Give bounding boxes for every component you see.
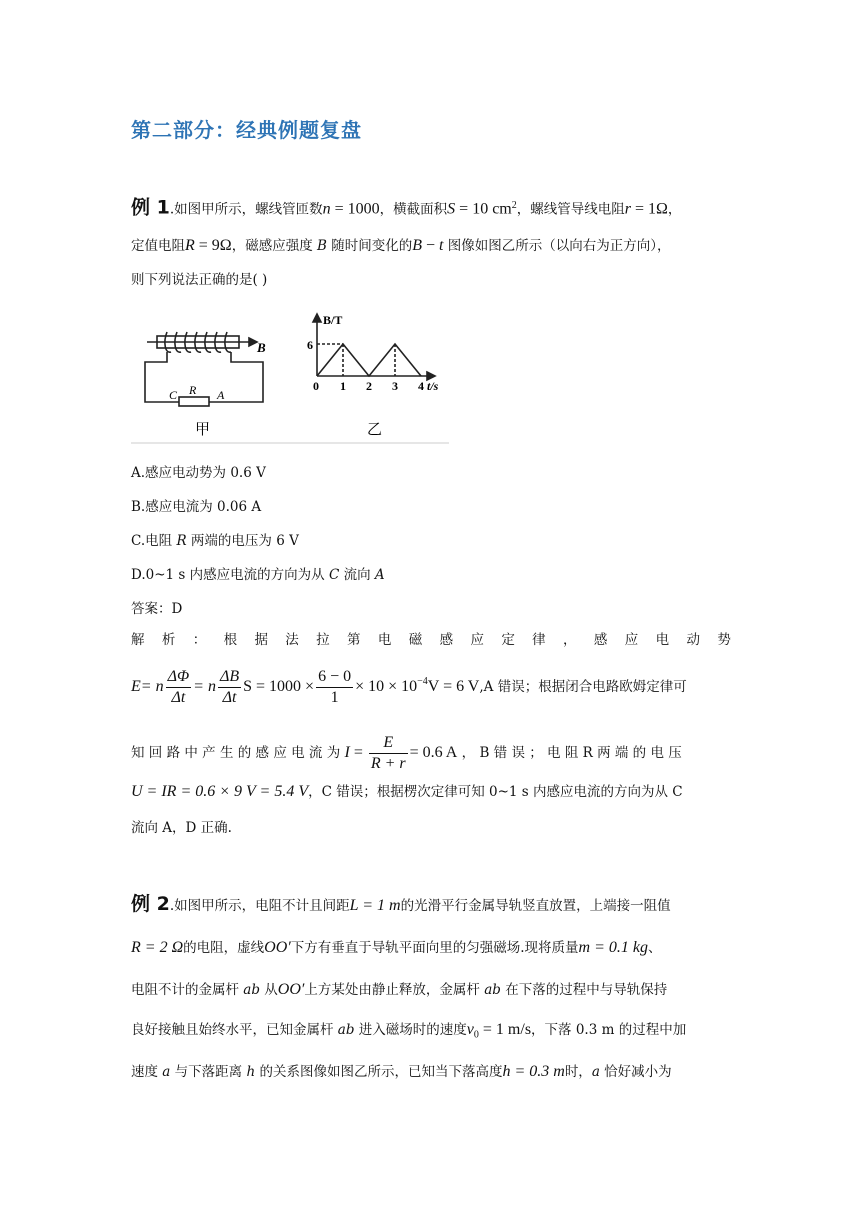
math-var: A [374,567,385,583]
text: 进入磁场时的速度 [354,1022,467,1038]
math-var: v [466,1021,474,1038]
node-label-c: C [169,388,178,402]
text: ，下落 0.3 m 的过程中加 [531,1022,687,1038]
x-tick-2: 2 [366,379,372,393]
frac-num: ΔΦ [166,667,192,688]
analysis-char: 应 [470,632,484,648]
solenoid-circuit [145,332,263,406]
fraction-6-1 [316,667,353,708]
example2-label: 例 2 [131,893,170,915]
fraction-db-dt [218,667,241,708]
figure-svg [131,302,449,444]
math-expr: = 0.6 A [409,744,458,761]
math-var: ab [484,982,501,998]
math-var: ab [337,1022,355,1038]
analysis-char: 第 [347,632,361,648]
caption-right: 乙 [367,420,383,438]
example1-line3: 则下列说法正确的是( ) [131,272,268,288]
math-value: = 10 cm [455,200,512,218]
text: 时， [564,1064,592,1080]
x-tick-3: 3 [392,379,398,393]
text: 良好接触且始终水平，已知金属杆 [131,1022,338,1038]
math-expr: R = 2 Ω [131,939,184,956]
text: 图像如图乙所示（以向右为正方向）， [443,238,671,254]
math-expr: = 1 m/s [478,1021,532,1038]
example2-line5 [131,1062,731,1082]
text: 电阻不计的金属杆 [131,982,244,998]
text: 流向 [339,567,375,583]
math-var: E [131,678,141,695]
analysis-char: 定 [501,632,515,648]
math-var: h [246,1064,256,1080]
frac-num: ΔB [218,667,241,688]
analysis-char: 应 [624,632,639,648]
example1-label: 例 1 [131,196,170,219]
formula-emf [131,664,731,710]
y-tick-6: 6 [307,338,313,352]
math-var: C [328,567,340,583]
option-d [131,563,385,583]
resistor-label-r: R [189,383,197,397]
text: D.0~1 s 内感应电流的方向为从 [131,567,329,583]
analysis-char: 拉 [316,632,330,648]
example2-line1 [131,894,731,916]
math-var: ab [243,982,260,998]
frac-den: R + r [370,754,406,772]
text: .如图甲所示，电阻不计且间距 [169,898,350,914]
math-var: B [317,238,327,254]
formula-voltage [131,782,731,802]
math-var: OO′ [277,981,305,998]
math-expr: S = 1000 × [243,678,315,695]
math-expr: h = 0.3 m [502,1063,565,1080]
text: 随时间变化的 [326,238,413,254]
x-tick-1: 1 [340,379,346,393]
math-expr: L = 1 m [349,897,401,914]
superscript: −4 [417,676,428,687]
text: 从 [260,982,278,998]
analysis-char: 势 [717,632,731,648]
example2-line2 [131,938,731,958]
example1-figure [131,302,449,444]
analysis-char: 律 [532,632,546,648]
text: 的电阻，虚线 [183,940,265,956]
math-var: B [412,237,422,254]
analysis-char: 法 [285,632,299,648]
analysis-line1 [131,630,731,650]
text: ,A 错误；根据闭合电路欧姆定律可 [479,679,687,695]
example2-line4 [131,1020,731,1046]
text: ，横截面积 [379,201,448,218]
analysis-char: 动 [686,632,700,648]
math-op: = [349,744,367,761]
math-value: = 1Ω [630,200,668,218]
text: 与下落距离 [170,1064,247,1080]
math-var: a [162,1064,171,1080]
math-var: r [624,200,631,218]
frac-num: E [369,733,408,754]
text: 的关系图像如图乙所示，已知当下落高度 [255,1064,503,1080]
text: C.电阻 [131,533,177,549]
analysis-end: 流向 A，D 正确. [131,820,232,836]
math-op: = n [140,678,164,695]
math-var: OO′ [264,939,291,956]
analysis-char: 感 [593,632,608,648]
analysis-char: 感 [439,632,454,648]
frac-den: Δt [222,688,237,706]
fraction-e-over-r [369,733,408,774]
y-axis-label: B/T [323,313,343,327]
math-var: I [344,744,350,761]
frac-den: Δt [171,688,186,706]
text: 的光滑平行金属导轨竖直放置，上端接一阻值 [400,898,671,914]
option-c [131,529,299,549]
math-value: = 1000 [330,200,380,218]
answer: 答案：D [131,601,183,617]
x-axis-label: t/s [427,379,439,393]
caption-left: 甲 [195,420,211,438]
analysis-char: 解 [131,632,145,648]
option-b: B.感应电流为 0.06 A [131,499,262,515]
text: 恰好减小为 [599,1064,672,1080]
math-expr: V = 6 V [427,678,480,695]
text: 速度 [131,1064,163,1080]
text: ，C 错误；根据楞次定律可知 0~1 s 内感应电流的方向为从 C [308,784,683,800]
example1-line1 [131,196,731,220]
option-a: A.感应电动势为 0.6 V [131,465,266,481]
math-op: = n [193,678,216,695]
analysis-char: 电 [377,632,392,648]
math-var: R [176,533,187,549]
superscript: 2 [511,200,517,211]
x-tick-4: 4 [418,379,424,393]
subscript: 0 [473,1029,479,1041]
frac-num: 6 − 0 [316,667,353,688]
analysis-char: 析 [161,632,176,648]
x-tick-0: 0 [313,379,319,393]
math-var: t [439,237,444,254]
coil-label-b: B [257,340,266,355]
text: ，磁感应强度 [231,238,317,254]
math-var: n [322,200,331,218]
frac-den: 1 [330,688,339,706]
math-var: R [185,237,195,254]
text: 知 回 路 中 产 生 的 感 应 电 流 为 [131,745,345,761]
text: 上方某处由静止释放，金属杆 [304,982,485,998]
math-var: a [591,1064,600,1080]
analysis-char: 根 [223,632,238,648]
analysis-char: ： [192,632,207,648]
section-heading: 第二部分：经典例题复盘 [131,118,362,142]
math-expr: × 10 × 10 [355,678,418,695]
analysis-char: 据 [254,632,268,648]
text: 在下落的过程中与导轨保持 [500,982,668,998]
math-var: S [447,200,456,218]
formula-current [131,730,731,776]
text: 定值电阻 [131,238,185,254]
text: 两端的电压为 6 V [186,533,299,549]
text: ， [667,201,682,218]
text: 下方有垂直于导轨平面向里的匀强磁场.现将质量 [290,940,579,956]
text: ， B 错 误 ； 电 阻 R 两 端 的 电 压 [457,745,682,761]
node-label-a: A [217,388,225,402]
example1-line2 [131,236,731,256]
analysis-char: 电 [655,632,670,648]
math-expr: m = 0.1 kg [578,939,648,956]
analysis-char: ， [563,632,577,648]
fraction-dphi-dt [166,667,192,708]
math-expr: U = IR = 0.6 × 9 V = 5.4 V [131,783,309,800]
math-value: = 9Ω [194,237,232,254]
math-op: − [422,237,440,254]
example2-line3 [131,980,731,1000]
text: .如图甲所示，螺线管匝数 [169,201,323,218]
text: ，螺线管导线电阻 [516,201,625,218]
text: 、 [648,940,662,956]
analysis-char: 磁 [408,632,423,648]
